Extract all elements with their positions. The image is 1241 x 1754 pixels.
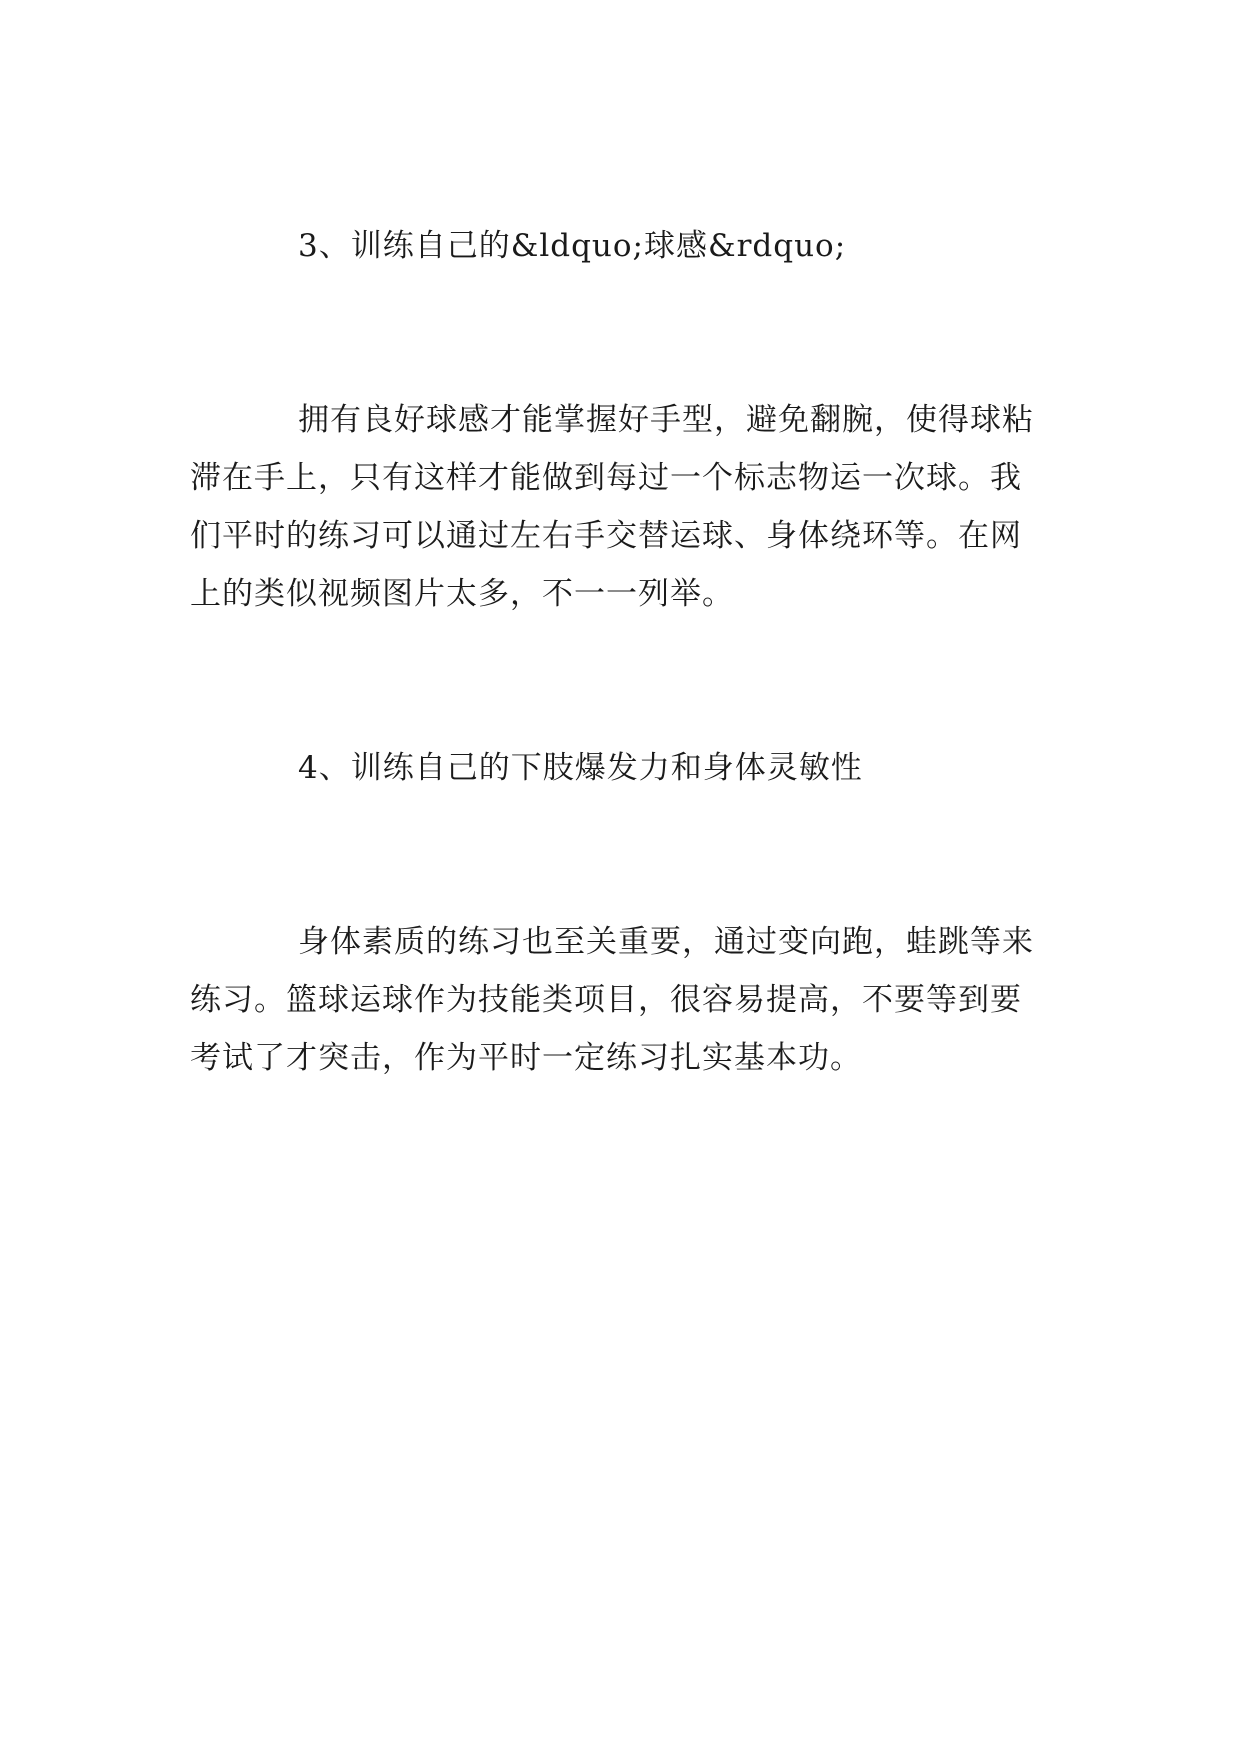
paragraph-line: 们平时的练习可以通过左右手交替运球、身体绕环等。在网 [190, 518, 1022, 554]
paragraph-line: 身体素质的练习也至关重要，通过变向跑，蛙跳等来 [298, 924, 1034, 960]
paragraph-line: 拥有良好球感才能掌握好手型，避免翻腕，使得球粘 [298, 402, 1034, 438]
section-heading-4: 4、训练自己的下肢爆发力和身体灵敏性 [298, 750, 863, 786]
paragraph-line: 练习。篮球运球作为技能类项目，很容易提高，不要等到要 [190, 982, 1022, 1018]
paragraph-line: 考试了才突击，作为平时一定练习扎实基本功。 [190, 1040, 862, 1076]
paragraph-line: 上的类似视频图片太多，不一一列举。 [190, 576, 734, 612]
paragraph-line: 滞在手上，只有这样才能做到每过一个标志物运一次球。我 [190, 460, 1022, 496]
section-heading-3: 3、训练自己的&ldquo;球感&rdquo; [298, 228, 847, 264]
